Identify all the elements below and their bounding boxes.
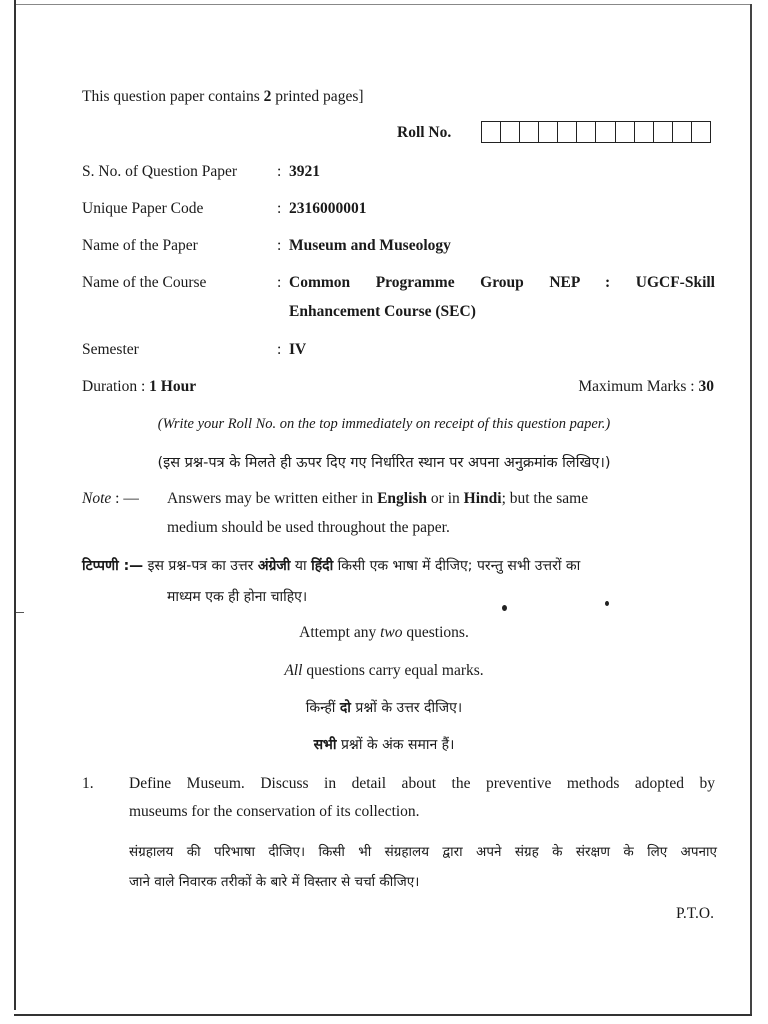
attempt-en [0,624,768,642]
info-value-paper-code: 2316000001 [289,200,367,217]
page-border-left [14,0,16,1010]
question-en-line2: museums for the conservation of its collection. [129,803,420,820]
attempt-hi [0,698,768,717]
note-hi-line1 [82,556,580,575]
pages-count: 2 [263,88,272,105]
roll-digit-box[interactable] [558,122,577,142]
roll-instruction-hi: (इस प्रश्न-पत्र के मिलते ही ऊपर दिए गए निर्धारित स्थान पर अपना अनुक्रमांक लिखिए।) [157,455,611,471]
note-line1-c: ; but the same [501,490,589,507]
info-colon: : [277,274,282,291]
note-label-text: Note [82,490,112,507]
question-en-line1: Define Museum. Discuss in detail about the preventive methods adopted by [129,775,715,792]
all-equal-en [0,662,768,680]
note-hi-line1-a: इस प्रश्न-पत्र का उत्तर [143,558,258,574]
roll-digit-box[interactable] [539,122,558,142]
ink-speck [502,605,507,611]
info-label-semester: Semester [82,341,139,358]
duration-label: Duration : [82,378,150,395]
roll-number-boxes[interactable] [481,121,711,143]
pages-line-suffix: printed pages] [271,88,364,105]
roll-digit-box[interactable] [577,122,596,142]
info-colon: : [277,200,282,217]
attempt-en-two: two [380,624,403,641]
duration [82,378,196,396]
all-equal-en-b: questions carry equal marks. [302,662,484,679]
info-colon: : [277,341,282,358]
note-hi-hindi: हिंदी [311,558,334,574]
note-line2: medium should be used throughout the paper. [167,519,450,536]
roll-digit-box[interactable] [520,122,539,142]
note-hi-line1-b: या [290,558,312,574]
all-equal-hi [0,735,768,754]
question-hi-line1: संग्रहालय की परिभाषा दीजिए। किसी भी संग्रहालय द्वारा अपने संग्रह के संरक्षण के लिए अपनाए [129,844,717,860]
note-hindi: Hindi [463,490,502,507]
roll-label: Roll No. [397,124,452,141]
info-value-semester: IV [289,341,307,358]
info-value-course: Common Programme Group NEP : UGCF-Skill [289,274,715,291]
info-label-course: Name of the Course [82,274,207,291]
question-number: 1. [82,775,94,792]
note-hi-label: टिप्पणी :— [82,558,144,574]
attempt-hi-two: दो [339,700,351,716]
roll-digit-box[interactable] [673,122,692,142]
roll-digit-box[interactable] [635,122,654,142]
roll-instruction-en: (Write your Roll No. on the top immediately on receipt of this question paper.) [157,416,611,432]
max-marks-value: 30 [698,378,714,395]
all-equal-en-all: All [284,662,303,679]
page-border-top [14,4,752,5]
all-equal-hi-all: सभी [313,737,337,753]
note-line1-b: or in [427,490,464,507]
note-line1 [167,490,588,508]
info-value-paper-name: Museum and Museology [289,237,451,254]
note-hi-english: अंग्रेजी [257,558,291,574]
info-colon: : [277,163,282,180]
attempt-hi-a: किन्हीं [305,700,340,716]
note-hi-line1-c: किसी एक भाषा में दीजिए; परन्तु सभी उत्तरों का [333,558,581,574]
note-dash: : — [111,490,139,507]
note-hi-line2: माध्यम एक ही होना चाहिए। [167,589,308,605]
max-marks-label: Maximum Marks : [578,378,699,395]
info-label-serial: S. No. of Question Paper [82,163,237,180]
roll-digit-box[interactable] [596,122,615,142]
roll-digit-box[interactable] [654,122,673,142]
info-label-paper-name: Name of the Paper [82,237,198,254]
max-marks [578,378,714,396]
info-label-paper-code: Unique Paper Code [82,200,204,217]
all-equal-hi-b: प्रश्नों के अंक समान हैं। [336,737,455,753]
roll-digit-box[interactable] [616,122,635,142]
scan-mark [16,612,24,613]
pages-line-prefix: This question paper contains [82,88,264,105]
question-hi-line2: जाने वाले निवारक तरीकों के बारे में विस्तार से चर्चा कीजिए। [129,874,420,890]
pages-line [82,88,364,106]
note-line1-a: Answers may be written either in [167,490,378,507]
info-colon: : [277,237,282,254]
info-value-course-line2: Enhancement Course (SEC) [289,303,476,320]
note-english: English [377,490,428,507]
duration-value: 1 Hour [149,378,197,395]
pto-label: P.T.O. [675,905,714,922]
page-border-bottom [14,1014,752,1016]
attempt-en-c: questions. [402,624,469,641]
roll-digit-box[interactable] [482,122,501,142]
roll-digit-box[interactable] [692,122,710,142]
note-label [82,490,139,508]
attempt-hi-c: प्रश्नों के उत्तर दीजिए। [350,700,463,716]
roll-digit-box[interactable] [501,122,520,142]
attempt-en-a: Attempt any [299,624,381,641]
info-value-serial: 3921 [289,163,320,180]
ink-speck [605,601,609,606]
page-border-right [750,4,752,1016]
